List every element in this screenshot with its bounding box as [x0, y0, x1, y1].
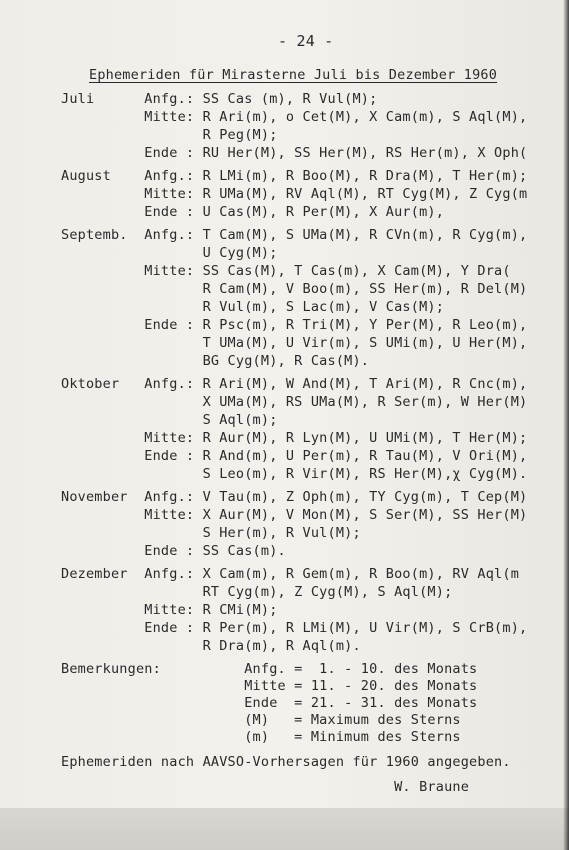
text-line: (m) = Minimum des Sterns [61, 729, 461, 745]
text-line: Mitte: R Aur(M), R Lyn(M), U UMi(M), T Her(M); [61, 430, 528, 446]
text-line: R Peg(M); [61, 127, 278, 143]
text-line: RT Cyg(m), Z Cyg(M), S Aql(M); [61, 584, 453, 600]
text-line: S Aql(m); [61, 412, 278, 428]
text-line: Mitte: R UMa(M), RV Aql(M), RT Cyg(M), Z Cyg(m [61, 186, 528, 202]
text-line: Ende : SS Cas(m). [61, 543, 286, 559]
text-line: Ende : RU Her(M), SS Her(M), RS Her(m), X Oph( [61, 145, 528, 161]
text-line: Ende : U Cas(M), R Per(M), X Aur(m), [61, 204, 445, 220]
text-line: Mitte: R Ari(m), o Cet(M), X Cam(m), S Aql(M), [61, 109, 528, 125]
text-line: Mitte = 11. - 20. des Monats [61, 678, 478, 694]
text-line: November Anfg.: V Tau(m), Z Oph(m), TY Cyg(m), T Cep(M) [61, 489, 528, 505]
text-line: August Anfg.: R LMi(m), R Boo(M), R Dra(M), T Her(m); [61, 168, 528, 184]
text-line: Juli Anfg.: SS Cas (m), R Vul(M); [61, 91, 378, 107]
text-line: X UMa(M), RS UMa(M), R Ser(m), W Her(M) [61, 394, 528, 410]
text-line: S Leo(m), R Vir(M), RS Her(M),χ Cyg(M). [61, 466, 528, 482]
text-line: Dezember Anfg.: X Cam(m), R Gem(m), R Boo(m), RV Aql(m [61, 566, 520, 582]
text-line: S Her(m), R Vul(M); [61, 525, 361, 541]
document-title: Ephemeriden für Mirasterne Juli bis Dezember 1960 [89, 67, 498, 83]
page-number: - 24 - [278, 32, 334, 50]
text-line: Mitte: R CMi(M); [61, 602, 278, 618]
text-line: R Vul(m), S Lac(m), V Cas(M); [61, 299, 445, 315]
text-line: Bemerkungen: Anfg. = 1. - 10. des Monats [61, 661, 478, 677]
text-line: R Cam(M), V Boo(m), SS Her(m), R Del(M) [61, 281, 528, 297]
text-line: Oktober Anfg.: R Ari(M), W And(M), T Ari(M), R Cnc(m), [61, 376, 528, 392]
text-line: Ende : R Psc(m), R Tri(M), Y Per(M), R Leo(m), [61, 317, 528, 333]
text-line: Ende : R Per(m), R LMi(M), U Vir(M), S CrB(m), [61, 620, 528, 636]
text-line: Ende : R And(m), U Per(m), R Tau(M), V Ori(M), [61, 448, 528, 464]
text-line: Septemb. Anfg.: T Cam(M), S UMa(M), R CVn(m), R Cyg(m), [61, 227, 528, 243]
text-line: U Cyg(M); [61, 245, 278, 261]
text-line: R Dra(m), R Aql(m). [61, 638, 361, 654]
text-line: Mitte: SS Cas(M), T Cas(m), X Cam(M), Y Dra( [61, 263, 511, 279]
text-line: T UMa(M), U Vir(m), S UMi(m), U Her(M), [61, 335, 528, 351]
text-line: Ephemeriden nach AAVSO-Vorhersagen für 1960 angegeben. [61, 754, 511, 770]
text-line: (M) = Maximum des Sterns [61, 712, 461, 728]
text-line: BG Cyg(M), R Cas(M). [61, 353, 370, 369]
scan-right-edge [563, 0, 569, 850]
signature-line: W. Braune [61, 779, 470, 795]
scan-bottom-band [0, 808, 569, 850]
text-line: Mitte: X Aur(M), V Mon(M), S Ser(M), SS Her(M) [61, 507, 528, 523]
text-line: Ende = 21. - 31. des Monats [61, 695, 478, 711]
